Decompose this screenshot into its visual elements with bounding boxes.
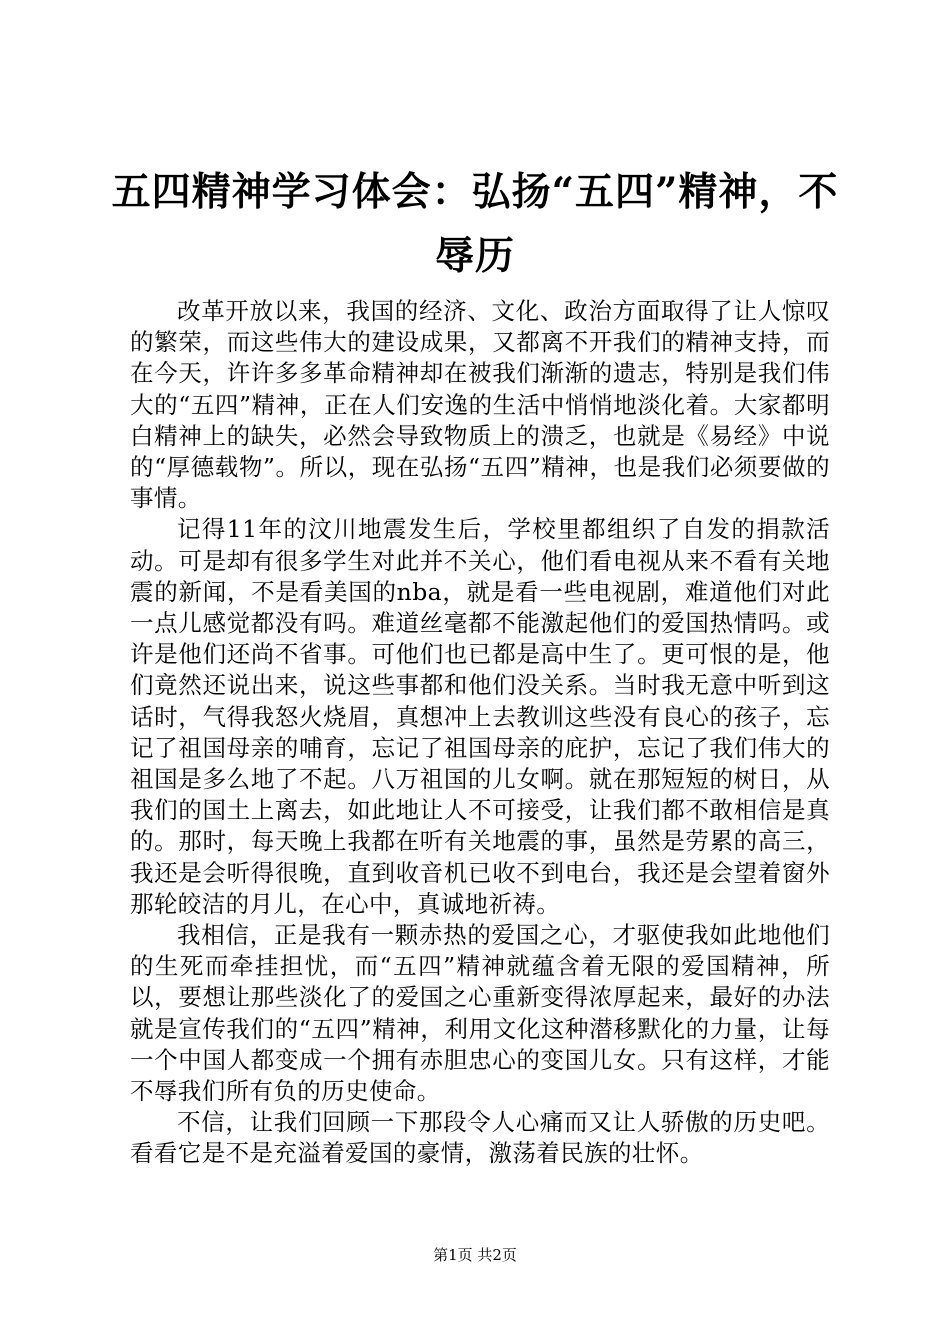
page-number-footer: 第1页 共2页: [433, 1246, 517, 1264]
paragraph: 不信，让我们回顾一下那段令人心痛而又让人骄傲的历史吧。看看它是不是充溢着爱国的豪情，激荡着民族的壮怀。: [130, 1108, 830, 1168]
document-body: [130, 296, 830, 1170]
paragraph: 改革开放以来，我国的经济、文化、政治方面取得了让人惊叹的繁荣，而这些伟大的建设成果，又都离不开我们的精神支持，而在今天，许许多多革命精神却在被我们渐渐的遗志，特别是我们伟大的“五四”精神，正在人们安逸的生活中悄悄地淡化着。大家都明白精神上的缺失，必然会导致物质上的溃乏，也就是《易经》中说的“厚德载物”。所以，现在弘扬“五四”精神，也是我们必须要做的事情。: [130, 297, 830, 513]
paragraph: 记得11年的汶川地震发生后，学校里都组织了自发的捐款活动。可是却有很多学生对此并不关心，他们看电视从来不看有关地震的新闻，不是看美国的nba，就是看一些电视剧，难道他们对此一点儿感觉都没有吗。难道丝毫都不能激起他们的爱国热情吗。或许是他们还尚不省事。可他们也已都是高中生了。更可恨的是，他们竟然还说出来，说这些事都和他们没关系。当时我无意中听到这话时，气得我怒火烧眉，真想冲上去教训这些没有良心的孩子，忘记了祖国母亲的哺育，忘记了祖国母亲的庇护，忘记了我们伟大的祖国是多么地了不起。八万祖国的儿女啊。就在那短短的树日，从我们的国土上离去，如此地让人不可接受，让我们都不敢相信是真的。那时，每天晚上我都在听有关地震的事，虽然是劳累的高三，我还是会听得很晚，直到收音机已收不到电台，我还是会望着窗外那轮皎洁的月儿，在心中，真诚地祈祷。: [130, 515, 830, 918]
document-title: 五四精神学习体会：弘扬“五四”精神，不辱历: [111, 169, 839, 279]
paragraph: 我相信，正是我有一颗赤热的爱国之心，才驱使我如此地他们的生死而牵挂担忧，而“五四”精神就蕴含着无限的爱国精神，所以，要想让那些淡化了的爱国之心重新变得浓厚起来，最好的办法就是宣传我们的“五四”精神，利用文化这种潜移默化的力量，让每一个中国人都变成一个拥有赤胆忠心的变国儿女。只有这样，才能不辱我们所有负的历史使命。: [130, 921, 830, 1106]
